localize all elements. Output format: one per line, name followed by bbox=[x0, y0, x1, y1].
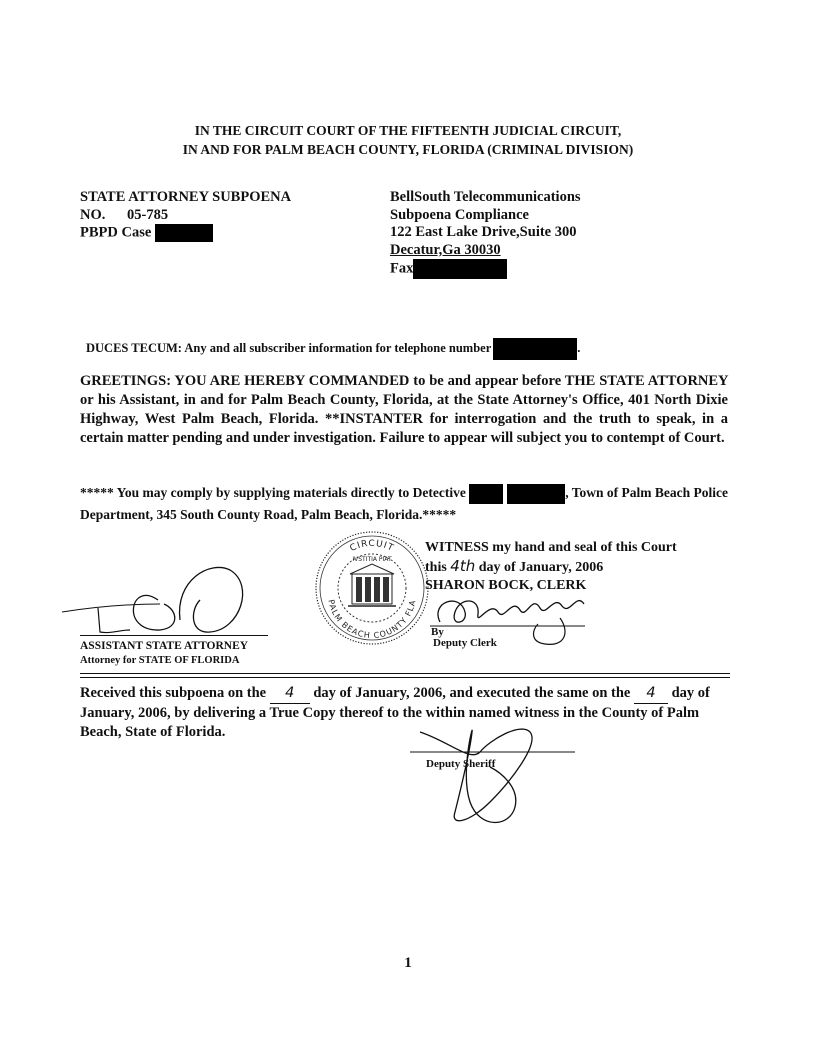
separator-rule-bottom bbox=[80, 677, 730, 678]
court-heading-line-1: IN THE CIRCUIT COURT OF THE FIFTEENTH JUDICIAL CIRCUIT, bbox=[194, 123, 622, 138]
received-text-3: day of January, 2006, by delivering a True Copy thereof to the within named witness in the County of Palm Beach, State of Florida. bbox=[80, 685, 710, 740]
witness-day-handwritten: 4th bbox=[450, 557, 476, 575]
greetings-text-2: or his Assistant, in and for Palm Beach County, Florida, at the State Attorney's Office, 401 North Dixie Highway, West Palm Beach, Florida. ** bbox=[80, 392, 728, 427]
attorney-signature-icon bbox=[60, 560, 280, 640]
deputy-sheriff-label: Deputy Sheriff bbox=[426, 758, 496, 770]
redacted-detective-last-name bbox=[507, 484, 565, 504]
witness-line-2 bbox=[425, 557, 725, 577]
greetings-lead: GREETINGS: YOU ARE HEREBY COMMANDED bbox=[80, 373, 410, 389]
attorney-signature-line bbox=[80, 635, 268, 636]
clerk-signature-icon bbox=[420, 582, 600, 652]
received-paragraph bbox=[80, 684, 730, 742]
received-day-2: 4 bbox=[634, 684, 668, 704]
seal-text-top: CIRCUIT bbox=[348, 538, 396, 554]
duces-tecum-label: DUCES TECUM: bbox=[86, 341, 182, 355]
greetings-state-attorney: THE STATE ATTORNEY bbox=[564, 373, 728, 389]
recipient-address-block bbox=[390, 189, 720, 279]
comply-paragraph bbox=[80, 482, 728, 525]
subpoena-number-value: 05-785 bbox=[127, 206, 169, 223]
recipient-fax-row bbox=[390, 259, 720, 279]
court-seal-icon bbox=[312, 528, 432, 648]
redacted-detective-first-name bbox=[469, 484, 503, 504]
greetings-paragraph bbox=[80, 372, 728, 448]
redacted-telephone-number bbox=[493, 338, 577, 360]
received-text-1: Received this subpoena on the bbox=[80, 685, 267, 701]
witness-this: this bbox=[425, 560, 447, 575]
duces-tecum-end: . bbox=[577, 341, 581, 355]
case-number-label: PBPD Case bbox=[80, 224, 152, 241]
clerk-by-label: By bbox=[431, 626, 444, 638]
comply-text-1: ***** You may comply by supplying materials directly to Detective bbox=[80, 485, 466, 500]
page-number: 1 bbox=[404, 955, 412, 971]
recipient-line-1: BellSouth Telecommunications bbox=[390, 189, 581, 205]
separator-rule-top bbox=[80, 673, 730, 674]
duces-tecum-line bbox=[86, 338, 736, 360]
received-day-1: 4 bbox=[270, 684, 310, 704]
case-number-row bbox=[80, 224, 380, 242]
comply-text-2: , Town of Palm Beach Police Department, 345 South County Road, Palm Beach, Florida.***** bbox=[80, 485, 729, 522]
duces-tecum-text: Any and all subscriber information for telephone number bbox=[184, 341, 492, 355]
attorney-title: ASSISTANT STATE ATTORNEY bbox=[80, 640, 249, 652]
subpoena-title: STATE ATTORNEY SUBPOENA bbox=[80, 189, 292, 205]
recipient-line-2: Subpoena Compliance bbox=[390, 206, 529, 223]
sheriff-signature-icon bbox=[410, 712, 590, 832]
greetings-instanter: INSTANTER bbox=[339, 411, 424, 427]
seal-text-bottom: PALM BEACH COUNTY FLA bbox=[326, 598, 418, 641]
witness-line-1: WITNESS my hand and seal of this Court bbox=[425, 540, 677, 555]
attorney-subtitle: Attorney for STATE OF FLORIDA bbox=[80, 655, 240, 666]
recipient-fax-label: Fax bbox=[390, 260, 414, 277]
clerk-name: SHARON BOCK, CLERK bbox=[425, 578, 587, 593]
redacted-fax-number bbox=[413, 259, 507, 279]
svg-text:CIRCUIT bbox=[349, 539, 396, 554]
greetings-text-1: to be and appear before bbox=[409, 373, 565, 389]
deputy-clerk-label: Deputy Clerk bbox=[433, 637, 497, 649]
greetings-text-3: for interrogation and the truth to speak, in a certain matter pending and under investigation. Failure to appear will subject you to contempt of Court. bbox=[80, 411, 728, 446]
subpoena-number-row bbox=[80, 207, 380, 225]
received-text-2: day of January, 2006, and executed the same on the bbox=[313, 685, 631, 701]
subpoena-number-label: NO. bbox=[80, 206, 106, 223]
recipient-line-3: 122 East Lake Drive,Suite 300 bbox=[390, 224, 577, 240]
witness-day-text: day of January, 2006 bbox=[478, 560, 604, 575]
recipient-line-4: Decatur,Ga 30030 bbox=[390, 241, 501, 258]
court-heading-line-2: IN AND FOR PALM BEACH COUNTY, FLORIDA (CRIMINAL DIVISION) bbox=[182, 142, 634, 157]
redacted-case-number bbox=[155, 224, 213, 242]
subpoena-info-block bbox=[80, 189, 380, 242]
seal-motto: IVSTITIA PIAT bbox=[352, 556, 392, 563]
